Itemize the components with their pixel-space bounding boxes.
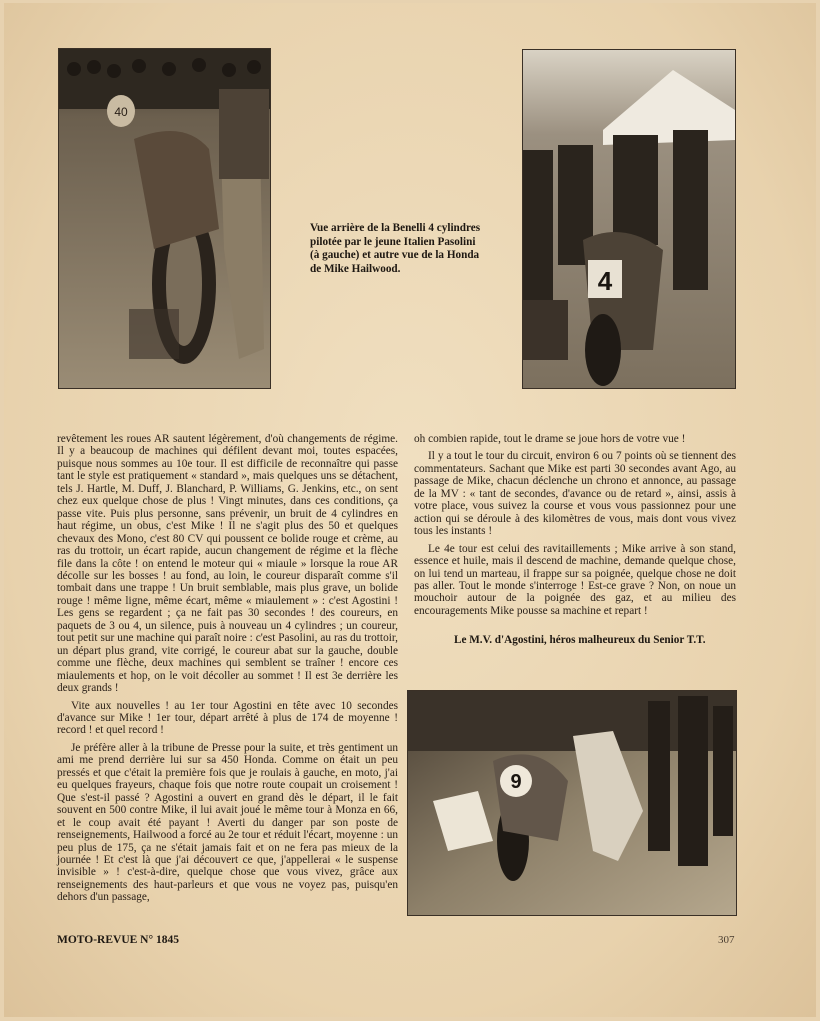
caption-bottom: [454, 634, 724, 648]
article-column-right: [414, 433, 736, 622]
photo-mv-agostini: [407, 690, 737, 916]
magazine-footer: [57, 934, 179, 946]
article-column-left: [57, 433, 398, 909]
plate-number-40: 40: [114, 105, 128, 119]
caption-bottom-text: Le M.V. d'Agostini, héros malheureux du Senior T.T.: [454, 634, 706, 646]
paragraph: Il y a tout le tour du circuit, environ 6 ou 7 points où se tiennent des commentateurs. Sachant que Mike est parti 30 secondes avant Ago, au passage de Mike, chacun déclenche un chrono et annonce, au passage de la MV : « tant de secondes, d'avance ou de retard », ainsi, assis à votre place, vous suivez la course et vous vous passionnez pour une action qui se déroule à des kilomètres de vous, mais dont vous vivez tous les instants !: [414, 450, 736, 538]
page-number: [718, 934, 735, 946]
magazine-issue: MOTO-REVUE N° 1845: [57, 934, 179, 946]
page-number-text: 307: [718, 934, 735, 946]
paragraph: Je préfère aller à la tribune de Presse pour la suite, et très gentiment un ami me prend derrière lui sur sa 450 Honda. Comme on était un peu pressés et que c'était la première fois que je roulais à gauche, en moto, j'ai eu quelques frayeurs, chaque fois que notre route coupait un croisement ! Que s'est-il passé ? Agostini a ouvert en grand dès le départ, il le fait souvent en 500 contre Mike, il lui avait joué le même tour à Monza en 66, et le coup avait été payant ! Averti du danger par son poste de renseignements, Hailwood a forcé au 2e tour et réduit l'écart, moyenne : un peu plus de 175, ça ne s'était jamais fait et on ne fera pas mieux de la journée ! Et c'est là que j'ai découvert ce que, j'appellerai « le suspense invisible » ! c'est-à-dire, quelque chose que vous vivez, grâce aux renseignements des haut-parleurs et que vous ne voyez pas, puisqu'en dehors d'un passage,: [57, 741, 398, 904]
paragraph: revêtement les roues AR sautent légèrement, d'où changements de régime. Il y a beaucoup de machines qui défilent devant moi, toutes espacées, puisque nous sommes au 10e tour. Il est difficile de reconnaître qui passe tant le style est pratiquement « standard », mais quelques uns se détachent, tels J. Hartle, M. Duff, J. Blanchard, P. Williams, G. Jenkins, etc., on sent chez eux quelque chose de plus ! Vingt minutes, dans ces conditions, ça passe vite. Puis plus personne, sans prévenir, un bruit de 4 cylindres en haut régime, un obus, c'est Mike ! Il ne s'agit plus des 50 et quelques chevaux des Mono, c'est 80 CV qui poussent ce bolide rouge et crème, au ras du trottoir, un écart rapide, aucun changement de régime et la flèche file dans la côte ! on entend le moteur qui « miaule » lorsque la roue AR décolle sur les bosses ! au fond, au loin, le coureur disparaît comme s'il tombait dans une trappe ! Un bruit semblable, mais plus grave, un bolide rouge ! même ligne, même écart, même « miaulement » : c'est Agostini ! Les gens se regardent ; ça ne fait pas 30 secondes ! des coureurs, en paquets de 3 ou 4, un silence, puis à nouveau un 4 cylindres ; un coureur, tout petit sur une machine qui paraît noire : c'est Pasolini, au ras du trottoir, un départ plus grand, vite corrigé, le coureur abat sur la gauche, double comme une flèche, deux machines qui semblent se traîner ! encore ces miaulements et hop, on le voit décoller au sommet ! Il est 3e derrière les deux grands !: [57, 433, 398, 695]
plate-number-4: 4: [597, 266, 613, 296]
plate-number-9: 9: [510, 771, 522, 793]
photo-honda: [522, 49, 736, 389]
caption-top: [310, 222, 482, 276]
paragraph: Vite aux nouvelles ! au 1er tour Agostini en tête avec 10 secondes d'avance sur Mike ! 1er tour, départ arrêté à plus de 174 de moyenne ! record ! et quel record !: [57, 699, 398, 737]
paragraph: oh combien rapide, tout le drame se joue hors de votre vue !: [414, 433, 686, 445]
paragraph: Le 4e tour est celui des ravitaillements ; Mike arrive à son stand, essence et huile, mais il descend de machine, demande quelque chose, on lui tend un marteau, il frappe sur sa poignée, quelque chose ne doit pas aller. Tout le monde s'interroge ! Est-ce grave ? Non, on noue un mouchoir autour de la poignée des gaz, et au milieu des encouragements Mike pousse sa machine et repart !: [414, 542, 736, 617]
photo-benelli: [58, 48, 271, 389]
caption-top-text: Vue arrière de la Benelli 4 cylindres pilotée par le jeune Italien Pasolini (à gauche) et autre vue de la Honda de Mike Hailwood.: [310, 222, 481, 275]
